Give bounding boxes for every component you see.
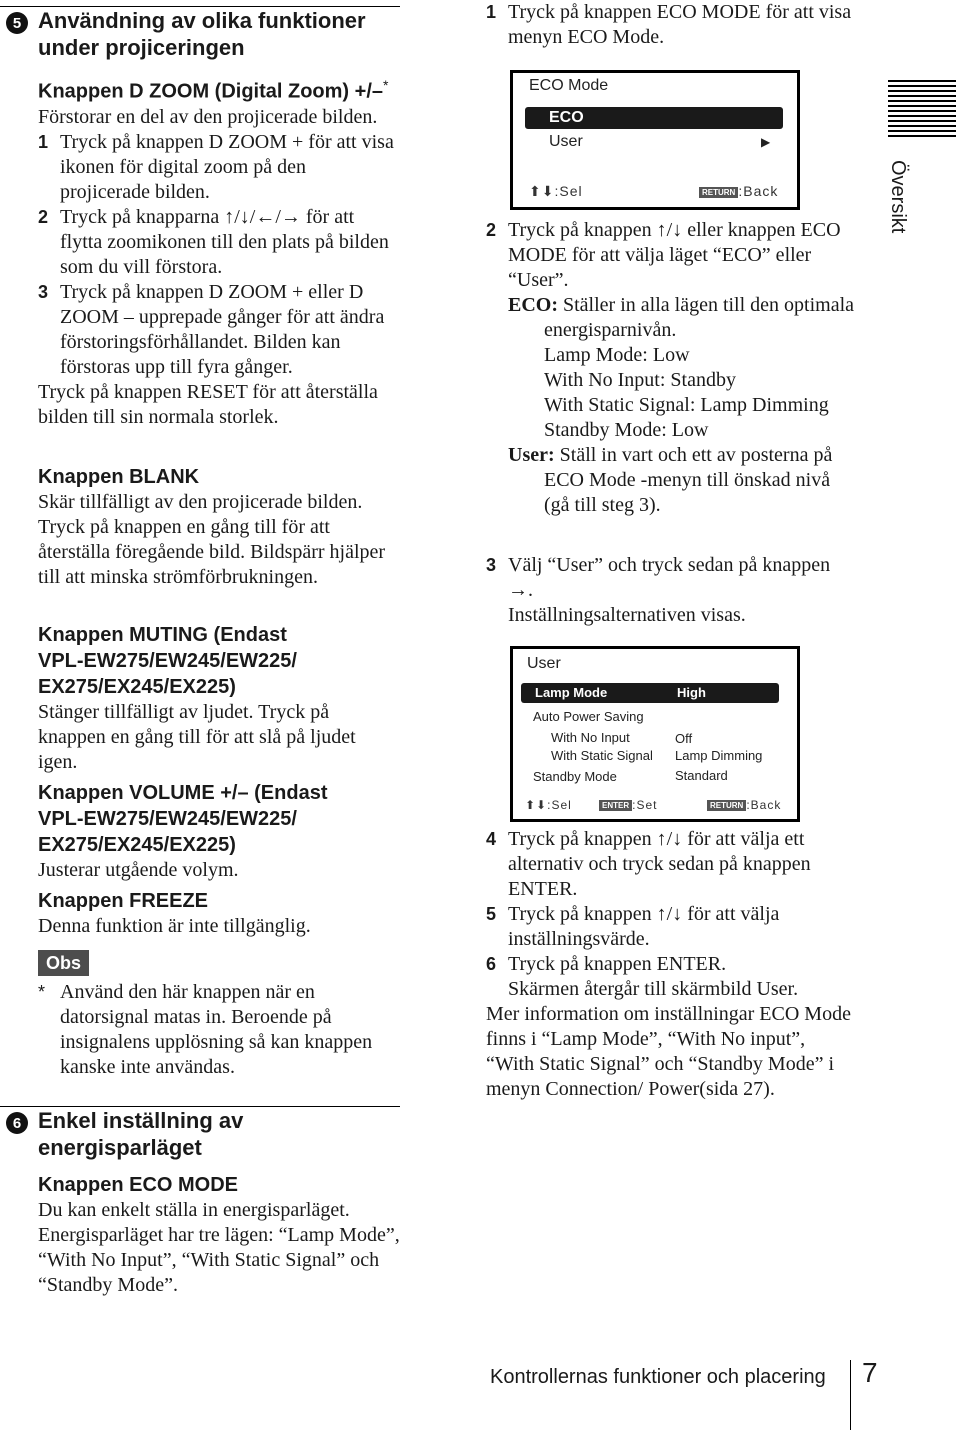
eco-menu-item-user[interactable]: User [549,133,583,150]
footer-divider [850,1360,851,1430]
muting-desc: Stänger tillfälligt av ljudet. Tryck på knappen en gång till för att slå på ljudet igen. [38,701,356,773]
eco-menu-foot-back: RETURN :Back [699,183,778,199]
eco-menu-foot-sel: ⬆⬇:Sel [529,183,583,199]
user-menu-value-with-no-input: Off [675,731,693,746]
right-step-4: 4 Tryck på knappen ↑/↓ för att välja ett alternativ och tryck sedan på knappen ENTER. [486,828,811,900]
dzoom-reset: Tryck på knappen RESET för att återställa bilden till sin normala storlek. [38,380,378,428]
dzoom-step-3: 3 Tryck på knappen D ZOOM + eller D ZOOM – upprepade gånger för att ändra förstoringsförhållandet. Bilden kan förstoras upp till fyra gånger. [38,280,385,378]
freeze-heading: Knappen FREEZE [38,890,209,912]
section-5-title: Användning av olika funktioner under projiceringen [38,8,366,60]
user-menu-row-standby-mode[interactable]: Standby Mode [533,769,617,784]
eco-option-desc: ECO: Ställer in alla lägen till den optimala energisparnivån. Lamp Mode: Low With No Input: Standby With Static Signal: Lamp Dimming Standby Mode: Low [508,294,855,441]
user-option-desc: User: Ställ in vart och ett av posterna på ECO Mode -menyn till önskad nivå (gå till steg 3). [508,444,833,516]
right-step-1: 1 Tryck på knappen ECO MODE för att visa menyn ECO Mode. [486,1,852,48]
side-tab-lines [888,80,956,140]
user-menu-row-with-static-signal[interactable]: With Static Signal [551,748,653,763]
footer-title: Kontrollernas funktioner och placering [490,1366,826,1388]
muting-heading: Knappen MUTING (Endast VPL-EW275/EW245/EW225/ EX275/EX245/EX225) [38,624,297,698]
user-menu-value-with-static-signal: Lamp Dimming [675,748,763,763]
dzoom-step-1: 1 Tryck på knappen D ZOOM + för att visa ikonen för digital zoom på den projicerade bilden. [38,130,394,203]
section-6-number: 6 [6,1112,28,1134]
user-menu-title: User [527,655,561,672]
section-5-number: 5 [6,12,28,34]
dzoom-desc: Förstorar en del av den projicerade bilden. [38,105,378,128]
eco-menu-title: ECO Mode [529,77,609,94]
eco-menu-item-eco[interactable]: ECO [525,107,783,129]
blank-desc: Skär tillfälligt av den projicerade bilden. Tryck på knappen en gång till för att återställa föregående bild. Bildspärr hjälper till att minska strömförbrukningen. [38,491,386,588]
right-step-2: 2 Tryck på knappen ↑/↓ eller knappen ECO MODE för att välja läget “ECO” eller “User”. [486,219,841,291]
chevron-right-icon: ▶ [761,135,771,149]
more-info: Mer information om inställningar ECO Mode finns i “Lamp Mode”, “With No input”, “With Static Signal” och “Standby Mode” i menyn Connection/ Power(sida 27). [486,1003,851,1100]
blank-heading: Knappen BLANK [38,466,200,488]
right-step-3: 3 Välj “User” och tryck sedan på knappen →. Inställningsalternativen visas. [486,554,831,626]
return-key-icon: RETURN [707,800,746,811]
user-menu-value-standby-mode: Standard [675,768,728,783]
page-number: 7 [862,1357,878,1388]
user-menu-foot-back: RETURN :Back [707,798,781,812]
right-step-5: 5 Tryck på knappen ↑/↓ för att välja inställningsvärde. [486,903,780,950]
right-step-6: 6 Tryck på knappen ENTER. Skärmen återgår till skärmbild User. [486,953,799,1000]
freeze-desc: Denna funktion är inte tillgänglig. [38,915,311,937]
side-tab-label: Översikt [887,160,909,234]
dzoom-heading: Knappen D ZOOM (Digital Zoom) +/–* [38,77,389,103]
obs-badge: Obs [38,950,89,976]
section-6-title: Enkel inställning av energisparläget [38,1108,244,1160]
obs-note: * Använd den här knappen när en datorsignal matas in. Beroende på insignalens upplösning så kan knappen kanske inte användas. [38,981,373,1078]
eco-heading: Knappen ECO MODE [38,1174,239,1196]
user-menu-foot-sel: ⬆⬇:Sel [525,798,572,812]
dzoom-step-2: 2 Tryck på knapparna ↑/↓/←/→ för att flytta zoomikonen till den plats på bilden som du vill förstora. [38,205,389,278]
user-menu-row-with-no-input[interactable]: With No Input [551,730,630,745]
eco-desc: Du kan enkelt ställa in energisparläget. Energisparläget har tre lägen: “Lamp Mode”, “With No Input”, “With Static Signal” och “Standby Mode”. [38,1199,400,1296]
user-menu [510,646,800,822]
volume-desc: Justerar utgående volym. [38,859,239,881]
return-key-icon: RETURN [699,187,738,198]
user-menu-row-auto-power-saving[interactable]: Auto Power Saving [533,709,644,724]
eco-mode-menu [510,70,800,210]
user-menu-foot-set: ENTER :Set [599,798,657,812]
enter-key-icon: ENTER [599,800,632,811]
user-menu-row-lamp-mode[interactable]: Lamp Mode High [521,683,779,703]
volume-heading: Knappen VOLUME +/– (Endast VPL-EW275/EW245/EW225/ EX275/EX245/EX225) [38,782,328,856]
